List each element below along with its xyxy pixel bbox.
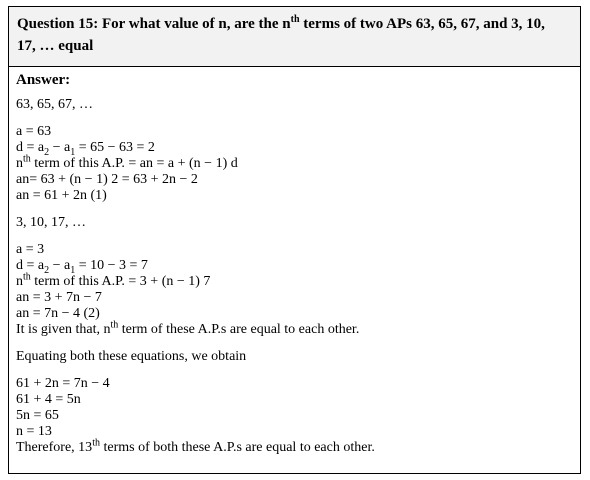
answer-label: Answer: xyxy=(16,72,71,88)
ap1-d-pre: d = a xyxy=(16,140,45,155)
equation-1: 61 + 2n = 7n − 4 xyxy=(16,376,110,391)
ap1-d-sub1: 1 xyxy=(70,146,76,158)
given-sup: th xyxy=(110,319,119,331)
ap2-an-result: an = 7n − 4 (2) xyxy=(16,306,100,321)
ap1-d-sub2: 2 xyxy=(44,146,50,158)
conclusion-post: terms of both these A.P.s are equal to each other. xyxy=(99,440,375,455)
ap1-an-result: an = 61 + 2n (1) xyxy=(16,188,107,203)
ap2-nth-n: n xyxy=(16,274,23,289)
equation-3: 5n = 65 xyxy=(16,408,59,423)
given-post: term of these A.P.s are equal to each other. xyxy=(118,322,360,337)
ap2-common-difference xyxy=(16,258,148,274)
given-pre: It is given that, n xyxy=(16,322,111,337)
ap1-sequence: 63, 65, 67, … xyxy=(16,97,93,112)
question-prefix: Question 15: For what value of n, are the n xyxy=(17,16,291,32)
ap1-common-difference xyxy=(16,140,155,156)
ap2-nth-rest: term of this A.P. = 3 + (n − 1) 7 xyxy=(30,274,211,289)
equation-4: n = 13 xyxy=(16,424,52,439)
ap1-nth-sup: th xyxy=(23,153,31,165)
given-statement xyxy=(16,319,360,338)
question-line2: 17, … equal xyxy=(17,38,94,54)
ap2-d-post: = 10 − 3 = 7 xyxy=(75,258,148,273)
ap1-nth-rest: term of this A.P. = an = a + (n − 1) d xyxy=(30,156,238,171)
question-text xyxy=(17,13,572,57)
ap2-sequence: 3, 10, 17, … xyxy=(16,215,86,230)
ap1-d-mid: − a xyxy=(49,140,71,155)
ap2-d-mid: − a xyxy=(49,258,71,273)
ap2-nth-sup: th xyxy=(23,271,31,283)
qa-card xyxy=(8,6,581,474)
ap2-d-pre: d = a xyxy=(16,258,45,273)
ap2-d-sub1: 1 xyxy=(70,264,76,276)
question-sup: th xyxy=(290,14,300,25)
ap2-d-sub2: 2 xyxy=(44,264,50,276)
conclusion-pre: Therefore, 13 xyxy=(16,440,93,455)
ap1-d-post: = 65 − 63 = 2 xyxy=(75,140,155,155)
ap2-nth-term xyxy=(16,271,211,290)
ap2-first-term: a = 3 xyxy=(16,242,45,257)
ap1-nth-n: n xyxy=(16,156,23,171)
question-box xyxy=(9,7,580,67)
conclusion xyxy=(16,437,375,456)
ap1-an-expansion: an= 63 + (n − 1) 2 = 63 + 2n − 2 xyxy=(16,172,198,187)
ap1-nth-term xyxy=(16,153,238,172)
equation-2: 61 + 4 = 5n xyxy=(16,392,81,407)
conclusion-sup: th xyxy=(92,437,100,449)
ap2-an-expansion: an = 3 + 7n − 7 xyxy=(16,290,102,305)
ap1-first-term: a = 63 xyxy=(16,124,52,139)
equating-statement: Equating both these equations, we obtain xyxy=(16,349,247,364)
question-suffix: terms of two APs 63, 65, 67, and 3, 10, xyxy=(299,16,545,32)
